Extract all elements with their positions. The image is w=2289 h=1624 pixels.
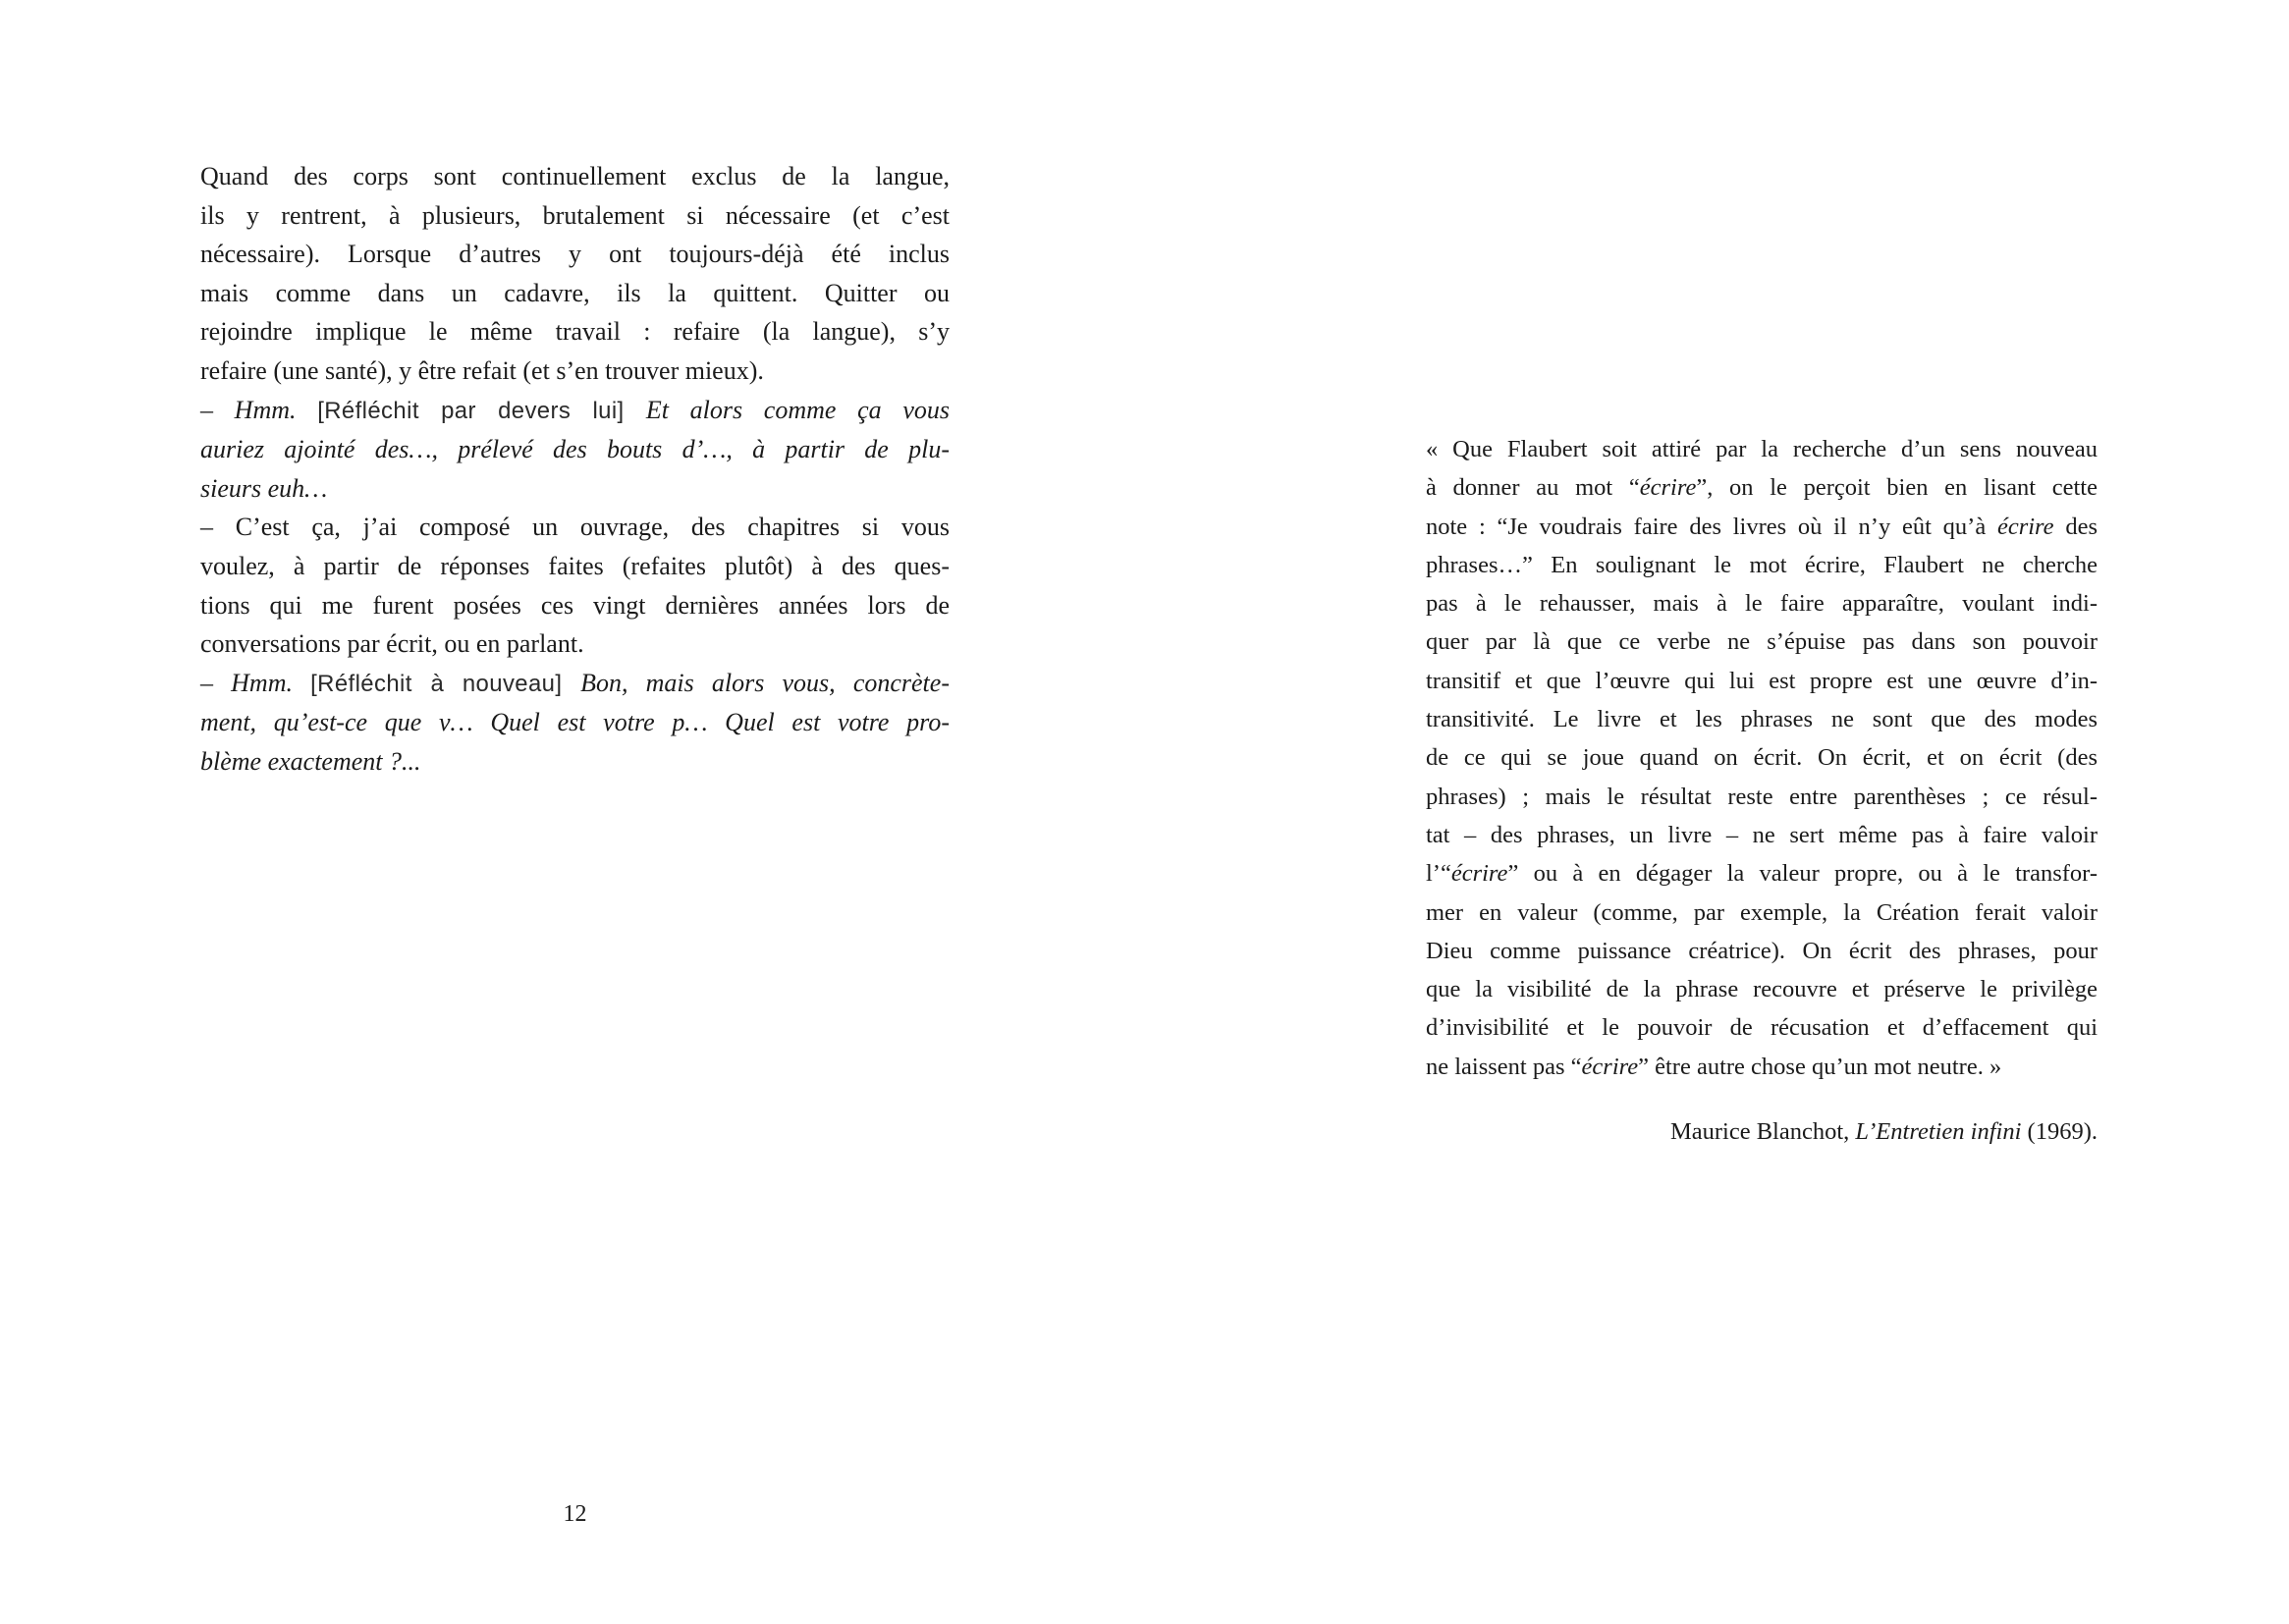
text-line: [200, 742, 950, 782]
body-text: Quand des corps sont continuellement exclus de la langue,: [200, 162, 950, 190]
text-line: [200, 547, 950, 586]
italic-text: auriez ajointé des…, prélevé des bouts d’…, à partir de plu-: [200, 435, 950, 464]
text-line: [200, 235, 950, 274]
body-text: transitif et que l’œuvre qui lui est propre est une œuvre d’in-: [1426, 667, 2098, 694]
body-text: ” être autre chose qu’un mot neutre. »: [1638, 1053, 2002, 1080]
text-line: [200, 703, 950, 742]
left-page-text: [200, 157, 950, 782]
body-text: ” ou à en dégager la valeur propre, ou à le transfor-: [1507, 860, 2098, 888]
italic-text: Bon, mais alors vous, concrète-: [580, 668, 950, 697]
text-line: [200, 508, 950, 547]
text-line: [200, 352, 950, 391]
italic-text: Et alors comme ça vous: [645, 395, 950, 424]
italic-text: – Hmm.: [200, 668, 311, 697]
body-text: Maurice Blanchot,: [1669, 1118, 1856, 1146]
text-line: [200, 586, 950, 625]
text-line: [1426, 508, 2098, 546]
italic-text: – Hmm.: [200, 395, 318, 424]
text-line: [1426, 1112, 2098, 1151]
body-text: – C’est ça, j’ai composé un ouvrage, des chapitres si vous: [200, 513, 950, 542]
body-text: mer en valeur (comme, par exemple, la Création ferait valoir: [1426, 898, 2098, 926]
text-line: [200, 157, 950, 196]
text-line: [200, 196, 950, 236]
blanchot-quote: [1426, 430, 2098, 1086]
text-line: [1426, 1008, 2098, 1047]
text-line: [1426, 970, 2098, 1008]
italic-text: ment, qu’est-ce que v… Quel est votre p… Quel est votre pro-: [200, 708, 950, 737]
body-text: note : “Je voudrais faire des livres où il n’y eût qu’à: [1426, 513, 1997, 540]
text-line: [1426, 662, 2098, 700]
text-line: [1426, 778, 2098, 816]
text-line: [1426, 932, 2098, 970]
text-line: [1426, 893, 2098, 932]
body-text: de ce qui se joue quand on écrit. On écrit, et on écrit (des: [1426, 744, 2098, 772]
text-line: [1426, 700, 2098, 738]
body-text: phrases) ; mais le résultat reste entre parenthèses ; ce résul-: [1426, 783, 2098, 810]
text-line: [200, 274, 950, 313]
italic-text: écrire: [1581, 1053, 1639, 1080]
body-text: Dieu comme puissance créatrice). On écrit des phrases, pour: [1426, 937, 2098, 964]
page-number: 12: [563, 1501, 587, 1527]
italic-text: écrire: [1450, 860, 1508, 888]
body-text: pas à le rehausser, mais à le faire apparaître, voulant indi-: [1426, 590, 2098, 618]
body-text: « Que Flaubert soit attiré par la recherche d’un sens nouveau: [1426, 436, 2098, 462]
text-line: [200, 624, 950, 664]
text-line: [1426, 468, 2098, 507]
text-line: [1426, 430, 2098, 468]
body-text: tions qui me furent posées ces vingt dernières années lors de: [200, 590, 950, 620]
body-text: transitivité. Le livre et les phrases ne sont que des modes: [1426, 706, 2098, 733]
body-text: tat – des phrases, un livre – ne sert même pas à faire valoir: [1426, 821, 2098, 848]
italic-text: écrire: [1996, 513, 2054, 540]
text-line: [1426, 1048, 2098, 1086]
text-line: [200, 469, 950, 509]
text-line: [1426, 623, 2098, 661]
text-line: [1426, 546, 2098, 584]
italic-text: blème exactement ?...: [200, 746, 421, 776]
body-text: conversations par écrit, ou en parlant.: [200, 629, 584, 659]
body-text: rejoindre implique le même travail : refaire (la langue), s’y: [200, 317, 950, 347]
italic-text: écrire: [1639, 474, 1697, 502]
text-line: [1426, 816, 2098, 854]
text-line: [200, 312, 950, 352]
body-text: ”, on le perçoit bien en lisant cette: [1696, 474, 2098, 502]
text-line: [1426, 738, 2098, 777]
body-text: voulez, à partir de réponses faites (refaites plutôt) à des ques-: [200, 551, 950, 580]
text-line: [200, 391, 950, 431]
body-text: (1969).: [2021, 1118, 2098, 1146]
body-text: des: [2053, 513, 2098, 540]
body-text: que la visibilité de la phrase recouvre et préserve le privilège: [1426, 976, 2098, 1003]
stage-direction: [Réfléchit à nouveau]: [310, 670, 581, 697]
text-line: [1426, 584, 2098, 623]
body-text: phrases…” En soulignant le mot écrire, Flaubert ne cherche: [1426, 551, 2098, 578]
right-page-text: [1426, 430, 2098, 1151]
stage-direction: [Réfléchit par devers lui]: [317, 397, 646, 424]
text-line: [200, 430, 950, 469]
body-text: l’“: [1426, 860, 1451, 888]
text-line: [200, 664, 950, 704]
body-text: refaire (une santé), y être refait (et s’en trouver mieux).: [200, 355, 764, 385]
text-line: [1426, 854, 2098, 893]
body-text: à donner au mot “: [1426, 474, 1640, 502]
italic-text: L’Entretien infini: [1855, 1118, 2022, 1146]
body-text: nécessaire). Lorsque d’autres y ont toujours-déjà été inclus: [200, 240, 950, 269]
quote-attribution: [1426, 1112, 2098, 1151]
body-text: ils y rentrent, à plusieurs, brutalement si nécessaire (et c’est: [200, 200, 950, 230]
body-text: d’invisibilité et le pouvoir de récusation et d’effacement qui: [1426, 1014, 2098, 1042]
body-text: mais comme dans un cadavre, ils la quittent. Quitter ou: [200, 278, 950, 307]
italic-text: sieurs euh…: [200, 473, 328, 503]
body-text: quer par là que ce verbe ne s’épuise pas dans son pouvoir: [1426, 628, 2098, 656]
body-text: ne laissent pas “: [1426, 1053, 1582, 1080]
